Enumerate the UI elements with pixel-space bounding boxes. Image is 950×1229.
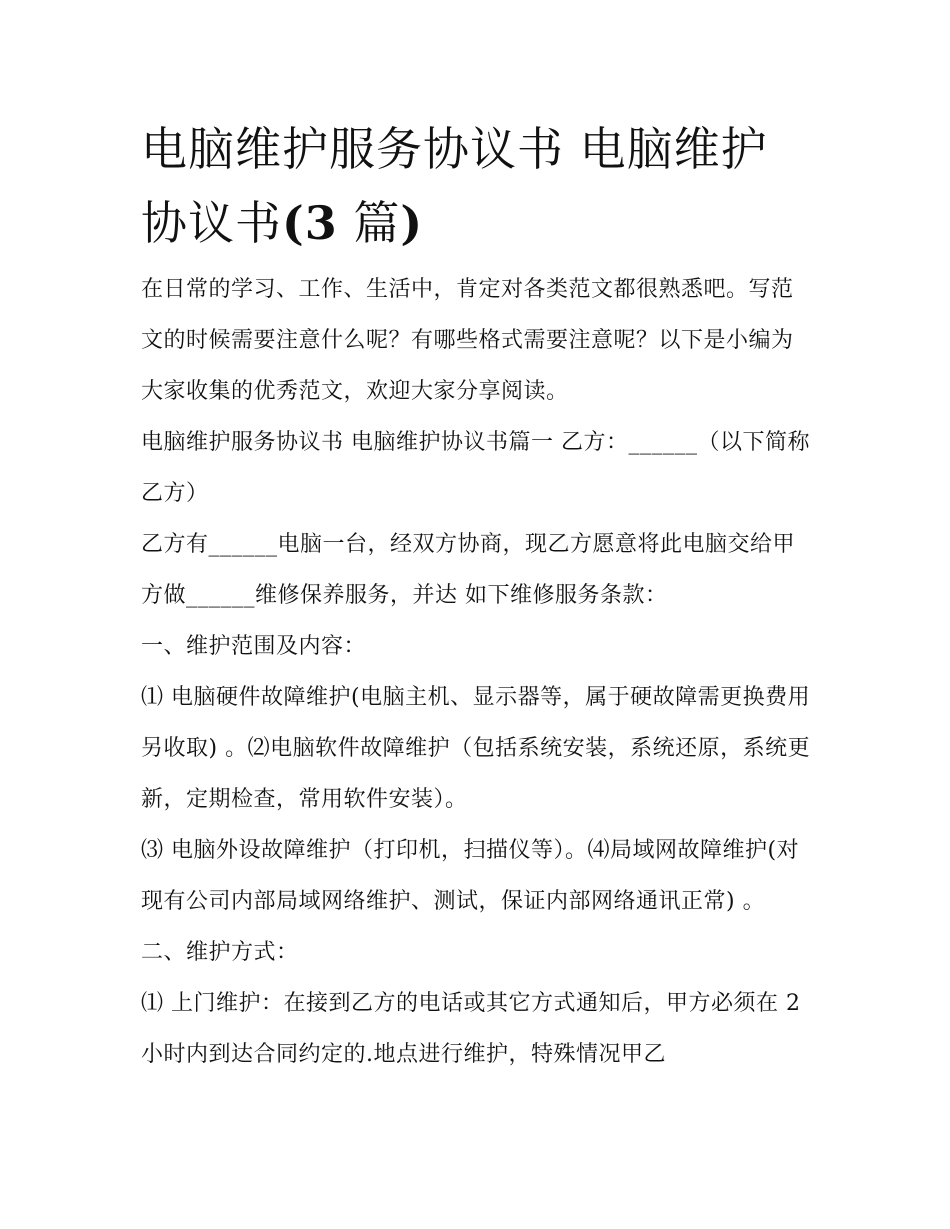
agreement-header-paragraph: 电脑维护服务协议书 电脑维护协议书篇一 乙方：______（以下简称乙方） <box>141 430 810 506</box>
computer-ownership-paragraph: 乙方有______电脑一台，经双方协商，现乙方愿意将此电脑交给甲方做______维修保养服务，并达 如下维修服务条款： <box>141 532 796 608</box>
section-heading-scope: 一、维护范围及内容： <box>141 634 367 659</box>
title-text: 电脑维护服务协议书 电脑维护协议书 <box>141 122 768 250</box>
method-item-1: ⑴ 上门维护：在接到乙方的电话或其它方式通知后，甲方必须在 2 小时内到达合同约定的.地点进行维护，特殊情况甲乙 <box>141 991 801 1067</box>
scope-items-1-2: ⑴ 电脑硬件故障维护(电脑主机、显示器等，属于硬故障需更换费用另收取) 。⑵电脑软件故障维护（包括系统安装，系统还原，系统更新，定期检查，常用软件安装）。 <box>141 685 811 812</box>
scope-items-3-4: ⑶ 电脑外设故障维护（打印机，扫描仪等）。⑷局域网故障维护(对现有公司内部局域网络维护、测试，保证内部网络通讯正常) 。 二、维护方式： <box>141 838 800 965</box>
document-body <box>141 112 813 1080</box>
title-count-unit: 篇 <box>353 196 401 250</box>
document-title <box>141 112 813 260</box>
intro-paragraph: 在日常的学习、工作、生活中，肯定对各类范文都很熟悉吧。写范文的时候需要注意什么呢？有哪些格式需要注意呢？以下是小编为大家收集的优秀范文，欢迎大家分享阅读。 <box>141 277 794 404</box>
title-count-open: (3 <box>282 196 338 250</box>
title-count-close: ) <box>400 196 424 250</box>
